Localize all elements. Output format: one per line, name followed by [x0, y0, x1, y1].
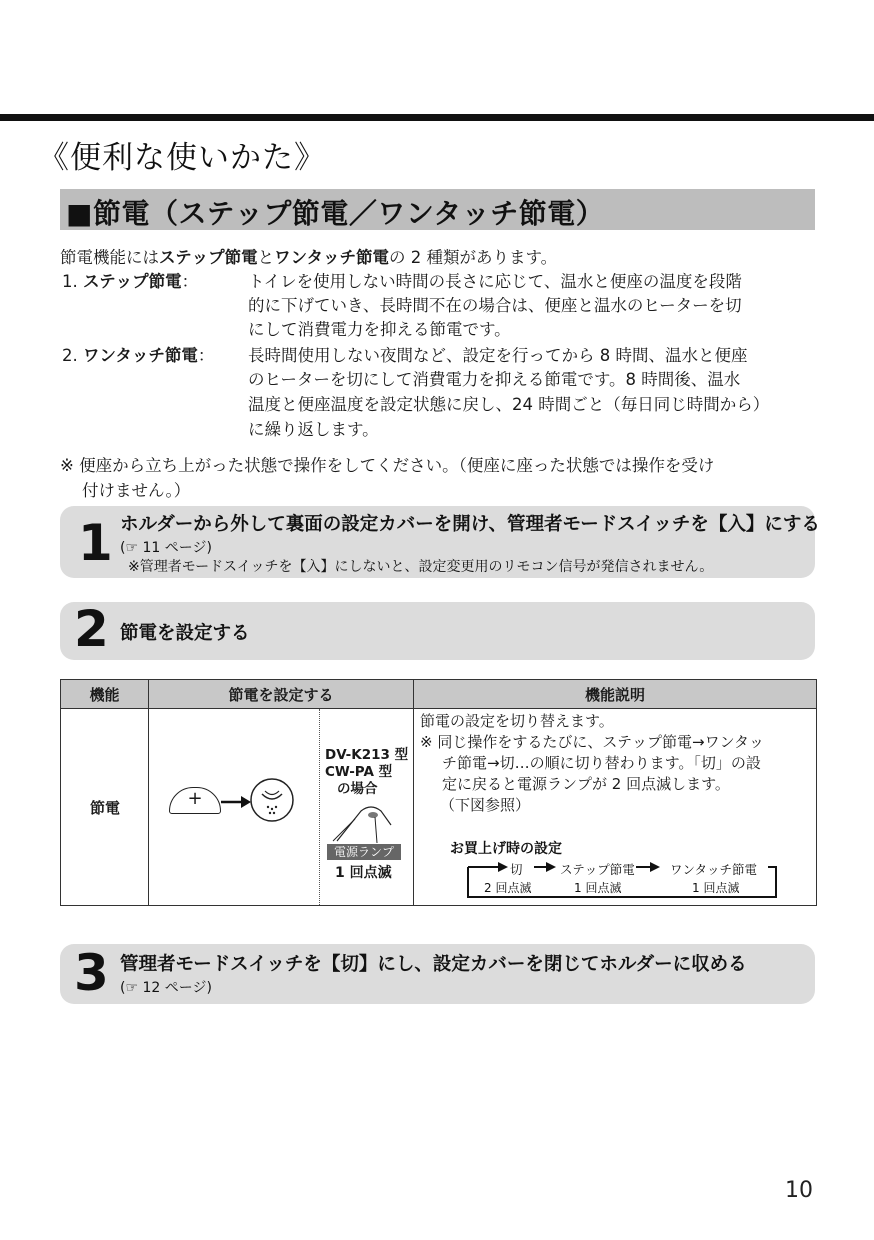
settings-table	[60, 679, 817, 906]
item-1-name: ステップ節電	[83, 272, 182, 291]
function-name: 節電	[89, 799, 120, 817]
item-2-line-1: 長時間使用しない夜間など、設定を行ってから 8 時間、温水と便座	[248, 346, 748, 365]
item-2-label	[62, 344, 214, 367]
plus-icon: +	[187, 788, 203, 809]
table-header-row	[61, 680, 817, 709]
cycle-blink-onetouch: 1 回点滅	[692, 881, 740, 895]
nozzle-button-icon[interactable]	[249, 777, 295, 823]
desc-line-5: （下図参照）	[440, 796, 531, 814]
item-1-line-2: 的に下げていき、長時間不在の場合は、便座と温水のヒーターを切	[248, 296, 742, 315]
step-2-number: 2	[74, 600, 109, 658]
item-2-line-3: 温度と便座温度を設定状態に戻し、24 時間ごと（毎日同じ時間から）	[248, 395, 770, 414]
cycle-label-off: 切	[510, 862, 523, 877]
section-heading-band	[60, 189, 815, 230]
model-text	[325, 747, 408, 798]
item-1-line-3: にして消費電力を抑える節電です。	[248, 320, 511, 339]
step-1-number: 1	[78, 514, 113, 572]
top-rule	[0, 114, 874, 121]
item-1-label	[62, 270, 198, 293]
step-3-page-ref[interactable]: (☞ 12 ページ)	[120, 980, 212, 996]
step-3-number: 3	[74, 944, 109, 1002]
desc-line-2: ※ 同じ操作をするたびに、ステップ節電→ワンタッ	[420, 733, 765, 751]
item-2-name: ワンタッチ節電	[83, 346, 198, 365]
header-operation: 節電を設定する	[149, 680, 414, 709]
intro-pre: 節電機能には	[60, 248, 159, 267]
intro-bold-step: ステップ節電	[159, 248, 258, 267]
cell-description	[414, 709, 817, 906]
step-1-page-ref[interactable]: (☞ 11 ページ)	[120, 540, 212, 556]
cell-function	[61, 709, 149, 906]
item-1-colon: ：	[181, 272, 199, 291]
step-1-title: ホルダーから外して裏面の設定カバーを開け、管理者モードスイッチを【入】にする	[120, 514, 820, 535]
note-line-2: 付けません。）	[82, 481, 191, 500]
model-line-2: CW-PA 型	[325, 764, 393, 780]
intro-post: の 2 種類があります。	[389, 248, 558, 267]
remote-lamp-illustration	[331, 805, 401, 845]
desc-line-1: 節電の設定を切り替えます。	[420, 712, 614, 730]
page-title: 《便利な使いかた》	[38, 140, 326, 176]
intro-mid: と	[257, 248, 275, 267]
table-row	[61, 709, 817, 906]
model-line-1: DV-K213 型	[325, 747, 409, 763]
section-heading: ■節電（ステップ節電／ワンタッチ節電）	[66, 197, 605, 230]
step-3-title: 管理者モードスイッチを【切】にし、設定カバーを閉じてホルダーに収める	[120, 954, 747, 975]
step-1-box	[60, 506, 820, 578]
intro-text	[60, 246, 557, 269]
page-number: 10	[785, 1178, 813, 1203]
item-2-number: 2.	[62, 346, 78, 365]
lamp-label: 電源ランプ	[327, 844, 401, 860]
header-description: 機能説明	[414, 680, 817, 709]
cycle-blink-step: 1 回点滅	[574, 881, 622, 895]
plus-button[interactable]	[169, 787, 221, 814]
cell-operation	[149, 709, 414, 906]
header-function: 機能	[61, 680, 149, 709]
step-2-box	[60, 602, 815, 660]
dotted-divider	[319, 709, 320, 905]
item-1-number: 1.	[62, 272, 78, 291]
item-2-line-2: のヒーターを切にして消費電力を抑える節電です。8 時間後、温水	[248, 370, 741, 389]
step-3-box	[60, 944, 815, 1004]
note-line-1: ※ 便座から立ち上がった状態で操作をしてください。（便座に座った状態では操作を受け	[60, 456, 715, 475]
cycle-blink-off: 2 回点滅	[484, 881, 532, 895]
item-1-line-1: トイレを使用しない時間の長さに応じて、温水と便座の温度を段階	[248, 272, 742, 291]
intro-bold-onetouch: ワンタッチ節電	[274, 248, 390, 267]
desc-line-3: チ節電→切…の順に切り替わります。「切」の設	[442, 754, 761, 772]
step-1-note: ※管理者モードスイッチを【入】にしないと、設定変更用のリモコン信号が発信されません。	[128, 559, 714, 575]
model-line-3: の場合	[337, 781, 378, 797]
cycle-label-step: ステップ節電	[560, 862, 635, 877]
step-2-title: 節電を設定する	[120, 623, 250, 644]
arrow-right-icon	[221, 795, 251, 809]
item-2-line-4: に繰り返します。	[248, 420, 379, 439]
factory-setting-title: お買上げ時の設定	[450, 841, 562, 857]
desc-line-4: 定に戻ると電源ランプが 2 回点滅します。	[442, 775, 730, 793]
lamp-blink-count: 1 回点滅	[335, 865, 392, 881]
cycle-label-onetouch: ワンタッチ節電	[670, 862, 758, 877]
item-2-colon: ：	[197, 346, 215, 365]
